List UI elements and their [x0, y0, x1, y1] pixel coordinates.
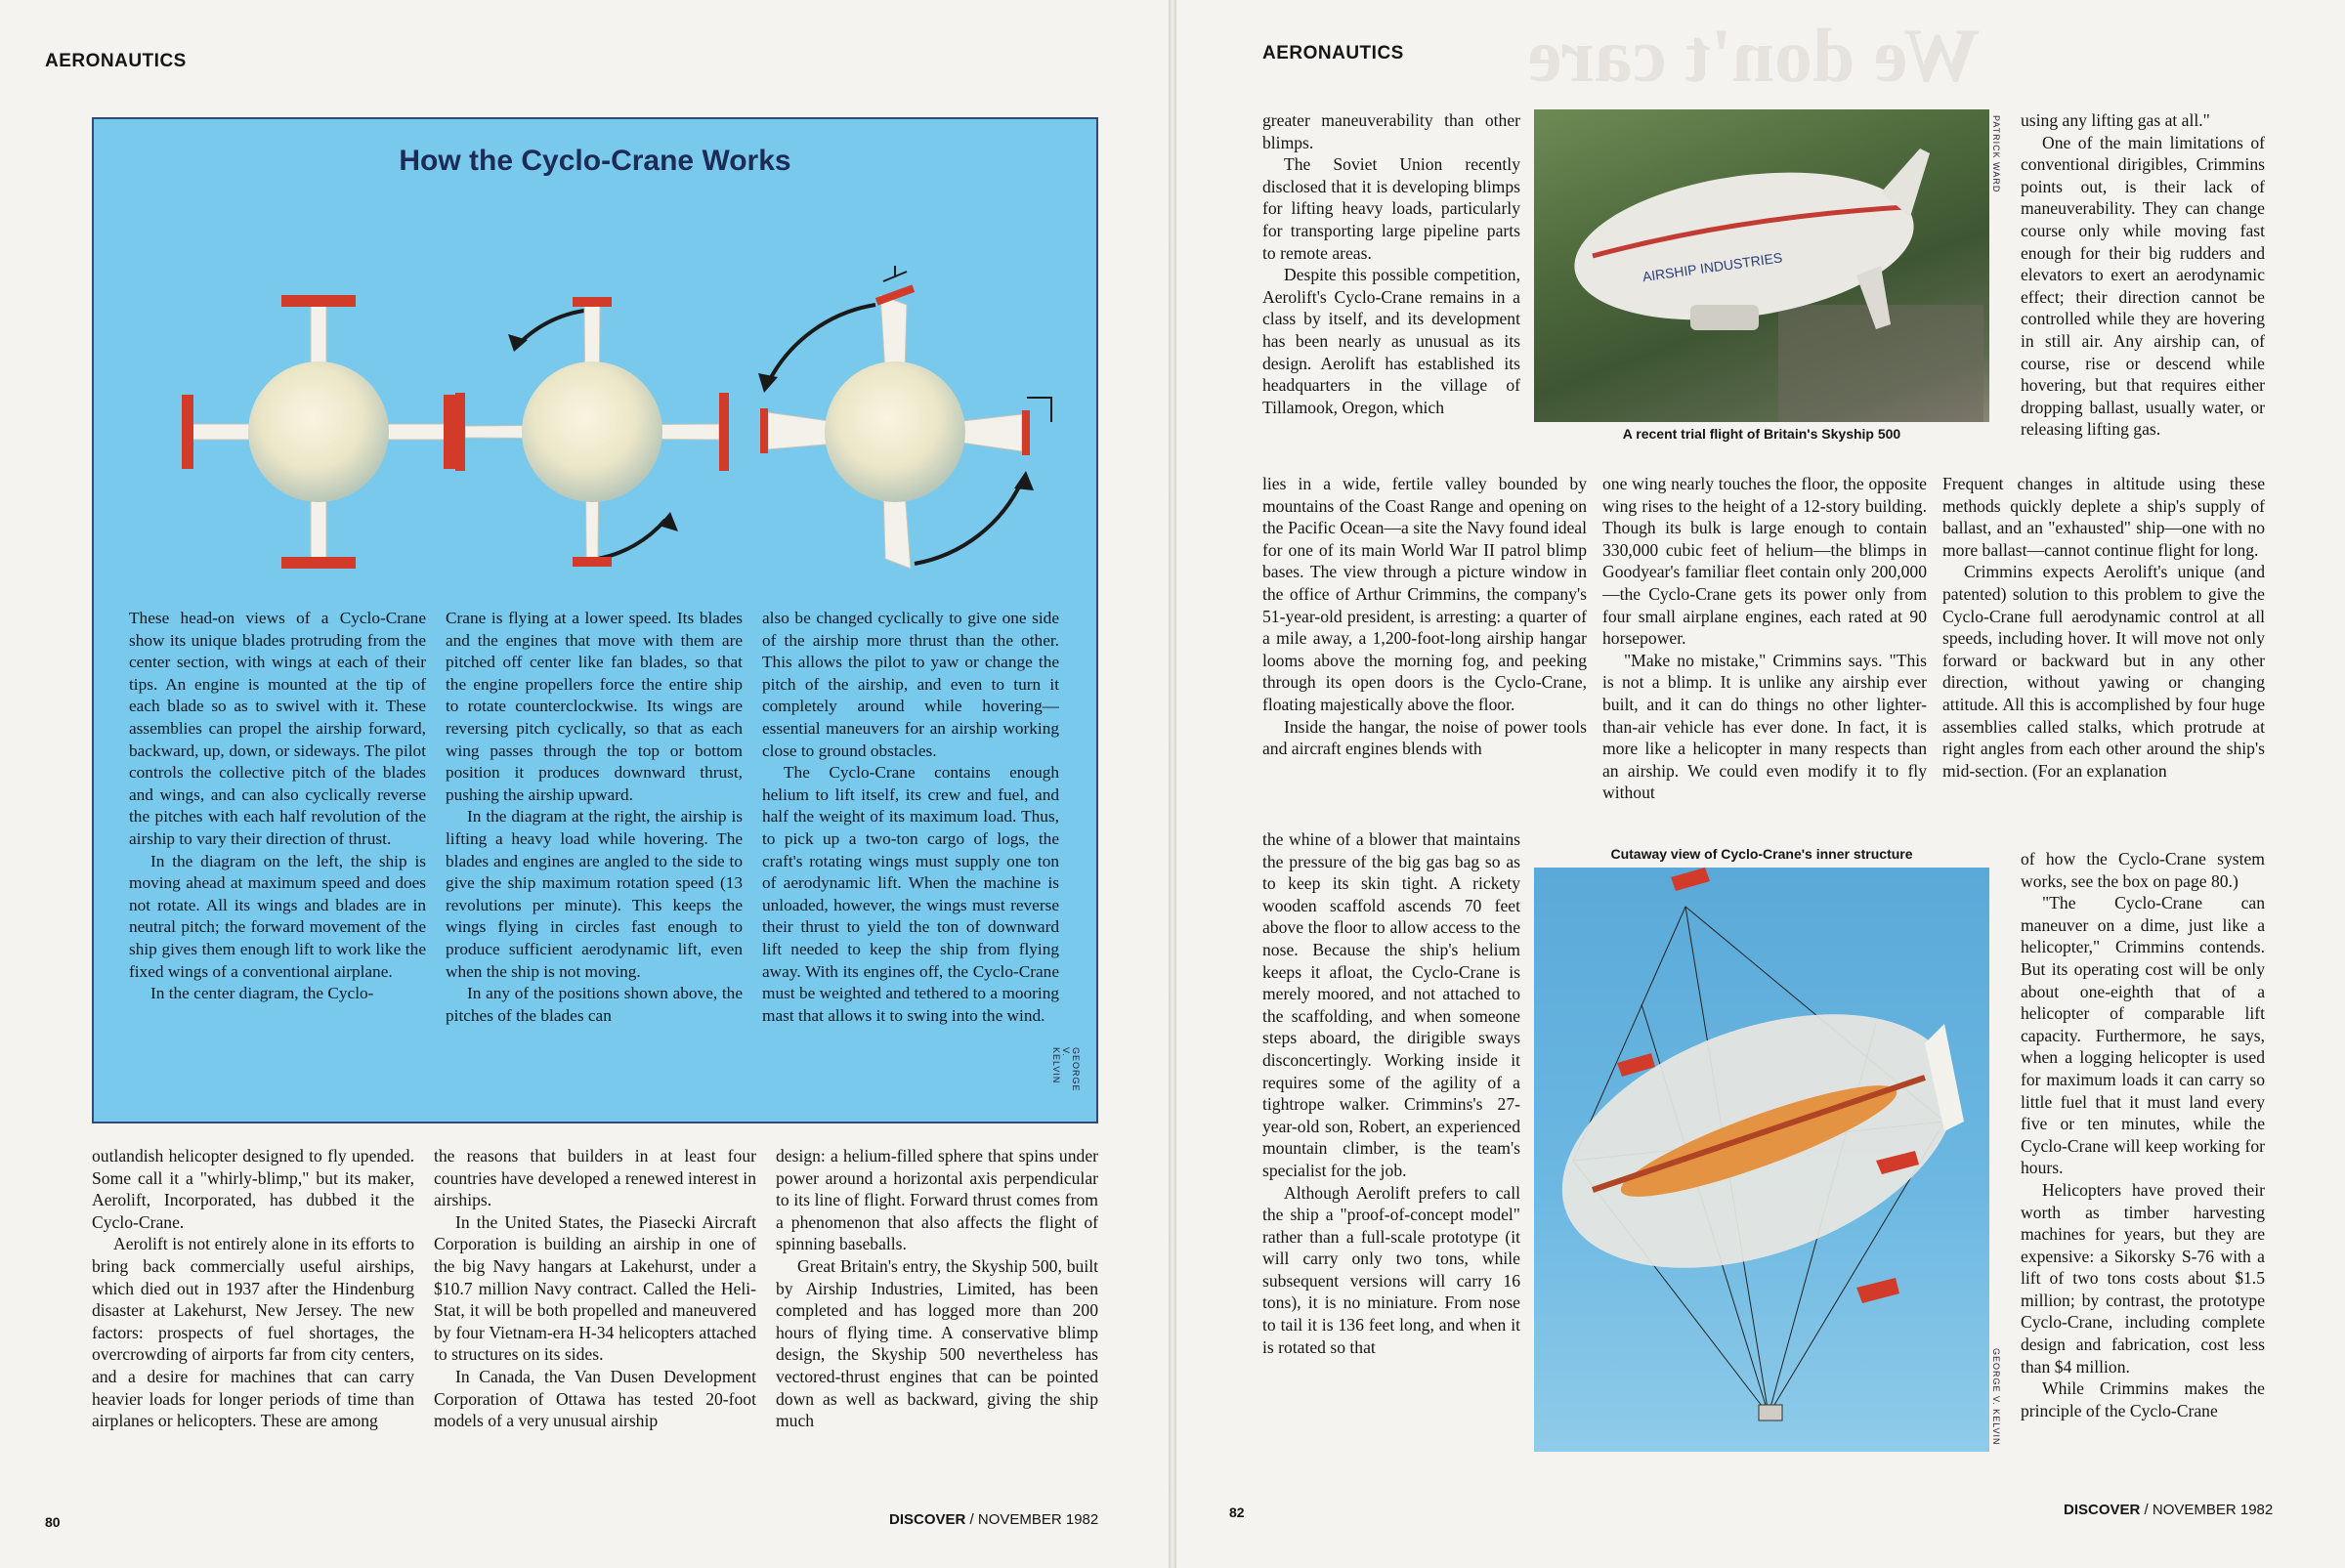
cutaway-illustration	[1534, 868, 1989, 1452]
box-column-1	[129, 608, 426, 1005]
page-number: 80	[45, 1514, 61, 1530]
wing-left	[182, 395, 193, 469]
rotation-arrow-bottom	[915, 481, 1022, 564]
box-paragraph: In any of the positions shown above, the pitches of the blades can	[446, 984, 743, 1025]
angle-marker-right	[1027, 398, 1051, 422]
right-column-3-middle	[1942, 473, 2265, 844]
photo-caption: A recent trial flight of Britain's Skyship 500	[1622, 426, 1901, 442]
wing-top	[573, 297, 612, 307]
engine-wing-bottom	[1856, 1278, 1899, 1303]
body-paragraph: In Canada, the Van Dusen Development Corporation of Ottawa has tested 20-foot models of a very unusual airship	[434, 1366, 756, 1431]
box-title: How the Cyclo-Crane Works	[399, 145, 791, 177]
sphere	[522, 361, 662, 502]
body-paragraph: Inside the hangar, the noise of power tools and aircraft engines blends with	[1262, 716, 1587, 759]
body-paragraph: "The Cyclo-Crane can maneuver on a dime, just like a helicopter," Crimmins contends. But its operating cost will be only about one-eighth that of a helicopter of comparable lift capacity. Furthermore, he says, when a logging helicopter is used for maximum loads it can carry so little fuel that it must land every five or ten minutes, while the Cyclo-Crane will keep working for hours.	[2021, 893, 2265, 1178]
body-paragraph: Aerolift is not entirely alone in its efforts to bring back commercially useful airships, which died out in 1937 after the Hindenburg disaster at Lakehurst, New Jersey. The new factors: prospects of fuel shortages, the overcrowding of airports far from city centers, and a desire for machines that can carry heavier loads for longer periods of time than airplanes or helicopters. These are among	[92, 1234, 414, 1431]
footer-magazine	[889, 1511, 1098, 1528]
body-paragraph: One of the main limitations of conventional dirigibles, Crimmins points out, is their lack of maneuverability. They can change course only while moving fast enough for their big rudders and elevators to exert an aerodynamic effect; their direction cannot be controlled while they are hovering in still air. Any airship can, of course, rise or descend while hovering, but that requires either dropping ballast, usually water, or releasing lifting gas.	[2021, 132, 2265, 440]
sphere	[825, 361, 965, 502]
wing-right	[719, 393, 729, 471]
diagram-rotating	[426, 266, 758, 598]
wing-left	[455, 393, 465, 471]
body-paragraph: The Soviet Union recently disclosed that it is developing blimps for lifting heavy loads, particularly for transporting large pipeline parts to remote areas.	[1262, 154, 1520, 263]
wing-bottom	[573, 557, 612, 567]
cargo-hook	[1759, 1405, 1782, 1420]
box-column-3	[762, 608, 1059, 1027]
left-page	[0, 0, 1169, 1568]
airship-lettering: AIRSHIP INDUSTRIES	[1641, 249, 1784, 285]
left-column-2	[434, 1145, 756, 1497]
magazine-name: DISCOVER	[2064, 1502, 2141, 1518]
wing-right	[1022, 410, 1030, 455]
box-paragraph: The Cyclo-Crane contains enough helium to lift itself, its crew and fuel, and half the weight of its maximum load. Thus, to pick up a two-ton cargo of logs, the craft's rotating wings must supply one ton of aerodynamic lift. When the machine is unloaded, however, the wings must reverse their thrust to yield the ton of downward lift needed to keep the ship from flying away. With its engines off, the Cyclo-Crane must be weighted and tethered to a mooring mast that allows it to swing into the wind.	[762, 763, 1059, 1025]
right-page	[1176, 0, 2345, 1568]
body-paragraph: Crimmins expects Aerolift's unique (and patented) solution to this problem to give the Cyclo-Crane full aerodynamic control at all speeds, including hover. It will move not only forward or backward but in any other direction, without yawing or changing attitude. All this is accomplished by four huge assemblies called stalks, which protrude at right angles from each other around the ship's mid-section. (For an explanation	[1942, 562, 2265, 781]
body-paragraph: the reasons that builders in at least four countries have developed a renewed interest in airships.	[434, 1146, 756, 1210]
blade-bottom	[883, 490, 911, 569]
section-label: AERONAUTICS	[45, 51, 187, 71]
body-paragraph: Great Britain's entry, the Skyship 500, built by Airship Industries, Limited, has been completed and has logged more than 200 hours of flying time. A conservative blimp design, the Skyship 500 nevertheless has vectored-thrust engines that can be pointed down as well as backward, giving the ship much	[776, 1255, 1098, 1431]
cyclo-crane-box	[92, 117, 1098, 1123]
box-paragraph: Crane is flying at a lower speed. Its blades and the engines that move with them are pitched off center like fan blades, so that the engine propellers force the entire ship to rotate counterclockwise. Its wings are reversing pitch cyclically, so that as each wing passes through the top or bottom position it produces downward thrust, pushing the airship upward.	[446, 609, 743, 804]
body-paragraph: Frequent changes in altitude using these methods quickly deplete a ship's supply of ballast, and an "exhausted" ship—one with no more ballast—cannot continue flight for long.	[1942, 474, 2265, 560]
skyship-photo	[1534, 109, 1989, 422]
issue-date: / NOVEMBER 1982	[2140, 1502, 2274, 1518]
sphere	[248, 361, 389, 502]
body-paragraph: using any lifting gas at all."	[2021, 110, 2210, 130]
wing-left	[760, 408, 768, 453]
gondola	[1690, 305, 1759, 330]
section-label: AERONAUTICS	[1262, 43, 1404, 64]
box-paragraph: In the center diagram, the Cyclo-	[150, 984, 374, 1003]
cutaway-credit: GEORGE V. KELVIN	[1991, 1348, 2001, 1446]
box-column-2	[446, 608, 743, 1027]
body-paragraph: greater maneuverability than other blimps.	[1262, 110, 1520, 152]
skyship-svg	[1534, 109, 1989, 422]
engine-wing-top	[1671, 868, 1710, 891]
body-paragraph: Despite this possible competition, Aerolift's Cyclo-Crane remains in a class by itself, and its development has been nearly as unusual as its design. Aerolift has established its headquarters in the village of Tillamook, Oregon, which	[1262, 265, 1520, 417]
right-column-1-top	[1262, 109, 1520, 473]
body-paragraph: While Crimmins makes the principle of the Cyclo-Crane	[2021, 1378, 2265, 1420]
right-column-3-top	[2021, 109, 2265, 473]
box-paragraph: These head-on views of a Cyclo-Crane show its unique blades protruding from the center section, with wings at each of their tips. An engine is mounted at the tip of each blade so as to swivel with it. These assemblies can propel the airship forward, backward, up, down, or sideways. The pilot controls the collective pitch of the blades and wings, and can also cyclically reverse the pitches with each half revolution of the airship to vary their direction of thrust.	[129, 609, 426, 848]
body-paragraph: of how the Cyclo-Crane system works, see the box on page 80.)	[2021, 849, 2265, 891]
arrowhead-top	[758, 373, 778, 393]
page-number: 82	[1229, 1504, 1245, 1520]
body-paragraph: In the United States, the Piasecki Aircraft Corporation is building an airship in one of the big Navy hangars at Lakehurst, under a $10.7 million Navy contract. Called the Heli-Stat, it will be both propelled and maneuvered by four Vietnam-era H-34 helicopters attached to structures on its sides.	[434, 1211, 756, 1365]
body-paragraph: Helicopters have proved their worth as timber harvesting machines for years, but they are expensive: a Sikorsky S-76 with a lift of two tons costs about $1.5 million; by contrast, the prototype Cyclo-Crane, including complete design and fabrication, cost less than $4 million.	[2021, 1179, 2265, 1377]
body-paragraph: Although Aerolift prefers to call the ship a "proof-of-concept model" rather than a full-scale prototype (it will carry only two tons, while subsequent versions will carry 16 tons), it is no miniature. From nose to tail it is 136 feet long, and when it is rotated so that	[1262, 1182, 1520, 1357]
issue-date: / NOVEMBER 1982	[965, 1511, 1099, 1528]
photo-credit: PATRICK WARD	[1991, 115, 2001, 193]
right-column-3-bottom	[2021, 848, 2265, 1459]
body-paragraph: lies in a wide, fertile valley bounded by mountains of the Coast Range and opening on the Pacific Ocean—a site the Navy found ideal for one of its main World War II patrol blimp bases. The view through a picture window in the office of Arthur Crimmins, the company's 51-year-old president, is arresting: a quarter of a mile away, a 1,200-foot-long airship hangar looms above the morning fog, and peeking through its open doors is the Cyclo-Crane, floating majestically above the floor.	[1262, 474, 1587, 714]
left-column-1	[92, 1145, 414, 1497]
body-paragraph: the whine of a blower that maintains the pressure of the big gas bag so as to keep its skin tight. A rickety wooden scaffold ascends 70 feet above the floor to allow access to the nose. Because the ship's helium keeps it afloat, the Cyclo-Crane is merely moored, and not attached to the scaffolding, and when someone steps aboard, the dirigible sways disconcertingly. Working inside it requires some of the agility of a tightrope walker. Crimmins's 27-year-old son, Robert, an experienced mountain climber, is the team's specialist for the job.	[1262, 829, 1520, 1180]
left-column-3	[776, 1145, 1098, 1497]
ghost-line: We don't care	[1528, 13, 1981, 98]
magazine-name: DISCOVER	[889, 1511, 966, 1528]
body-paragraph: design: a helium-filled sphere that spins under power around a horizontal axis perpendicular to its line of flight. Forward thrust comes from a phenomenon that also affects the flight of spinning baseballs.	[776, 1146, 1098, 1254]
show-through-heading	[1528, 13, 1981, 98]
cutaway-svg	[1534, 868, 1989, 1452]
body-paragraph: outlandish helicopter designed to fly upended. Some call it a "whirly-blimp," but its maker, Aerolift, Incorporated, has dubbed it the Cyclo-Crane.	[92, 1146, 414, 1232]
diagram-rotating-svg	[426, 266, 758, 598]
rotation-arrow-bottom	[597, 520, 665, 559]
footer-magazine	[2064, 1502, 2273, 1518]
box-credit: GEORGE V. KELVIN	[1051, 1047, 1081, 1092]
box-paragraph: In the diagram on the left, the ship is moving ahead at maximum speed and does not rotate. All its wings and blades are in neutral pitch; the forward movement of the ship gives them enough lift to work like the fixed wings of a conventional airplane.	[129, 851, 426, 981]
wing-top	[281, 295, 356, 307]
cutaway-caption: Cutaway view of Cyclo-Crane's inner structure	[1610, 846, 1913, 862]
box-paragraph: also be changed cyclically to give one side of the airship more thrust than the other. This allows the pilot to yaw or change the pitch of the airship, and even to turn it completely around while hovering—essential maneuvers for an airship working close to ground obstacles.	[762, 609, 1059, 760]
box-paragraph: In the diagram at the right, the airship is lifting a heavy load while hovering. The blades and engines are angled to the side to give the ship maximum rotation speed (13 revolutions per minute). This keeps the wings flying in circles fast enough to produce sufficient aerodynamic lift, even when the ship is not moving.	[446, 807, 743, 981]
right-column-2	[1602, 473, 1927, 821]
right-column-1-middle	[1262, 473, 1587, 825]
wing-bottom	[281, 557, 356, 569]
arrowhead-bottom	[1014, 471, 1034, 490]
body-paragraph: one wing nearly touches the floor, the opposite wing rises to the height of a 12-story building. Though its bulk is large enough to contain 330,000 cubic feet of helium—the blimps in Goodyear's familiar fleet contain only 200,000—the Cyclo-Crane gets its power only from four small airplane engines, each rated at 90 horsepower.	[1602, 474, 1927, 649]
body-paragraph: "Make no mistake," Crimmins says. "This is not a blimp. It is unlike any airship ever built, and it can do things no other lighter-than-air vehicle has ever done. In fact, it is more like a helicopter in many respects than an airship. We could even modify it to fly without	[1602, 650, 1927, 803]
rotation-arrow-top	[519, 310, 592, 344]
right-column-1-bottom	[1262, 828, 1520, 1459]
diagram-hovering	[729, 266, 1061, 598]
blade-top	[880, 295, 907, 373]
gutter	[1169, 0, 1176, 1568]
angle-marker-top	[883, 266, 907, 281]
diagram-hovering-svg	[729, 266, 1061, 598]
